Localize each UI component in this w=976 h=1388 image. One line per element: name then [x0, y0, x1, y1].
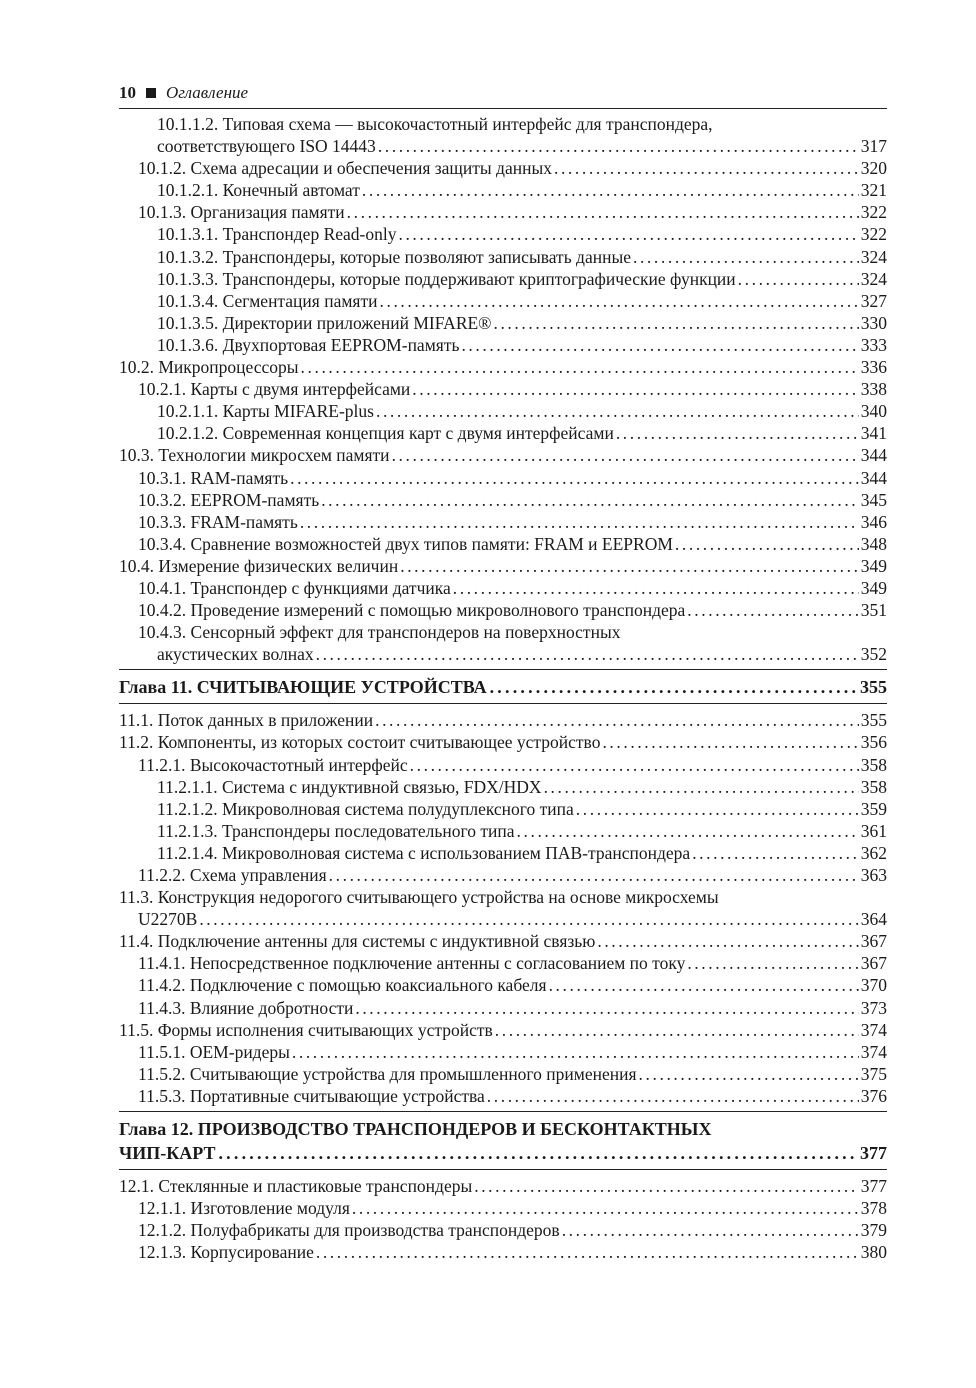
toc-entry[interactable]: U2270B ..... 364 — [119, 908, 887, 930]
toc-section-11 — [119, 709, 887, 886]
toc-entry-title: 10.1.2.1. Конечный автомат — [157, 180, 360, 201]
toc-list — [119, 113, 887, 1263]
dot-leader — [597, 930, 858, 952]
dot-leader — [549, 974, 859, 996]
divider — [119, 1111, 887, 1112]
toc-entry[interactable] — [119, 599, 887, 621]
toc-entry[interactable] — [119, 577, 887, 599]
toc-entry-page: 370 — [860, 975, 887, 996]
toc-entry-page: 375 — [860, 1063, 887, 1084]
toc-entry-title: 10.1.3.1. Транспондер Read-only — [157, 224, 397, 245]
toc-entry[interactable] — [119, 1241, 887, 1263]
toc-entry-title: 11.5.3. Портативные считывающие устройства — [138, 1085, 485, 1106]
toc-entry[interactable] — [119, 776, 887, 798]
divider — [119, 1169, 887, 1170]
toc-entry-title: 11.2. Компоненты, из которых состоит считывающее устройство — [119, 732, 601, 753]
toc-entry-page: 321 — [860, 180, 887, 201]
toc-entry-page: 344 — [860, 445, 887, 466]
dot-leader — [355, 997, 858, 1019]
toc-entry[interactable] — [119, 842, 887, 864]
toc-entry-title: 11.5.1. OEM-ридеры — [138, 1041, 290, 1062]
toc-entry-title: 10.4.1. Транспондер с функциями датчика — [138, 577, 451, 598]
chapter-heading-12-line1[interactable]: Глава 12. ПРОИЗВОДСТВО ТРАНСПОНДЕРОВ И БЕСКОНТАКТНЫХ — [119, 1119, 712, 1140]
toc-entry-page: 361 — [860, 820, 887, 841]
toc-entry[interactable] — [119, 290, 887, 312]
toc-entry-title: 10.3.2. EEPROM-память — [138, 489, 320, 510]
dot-leader — [562, 1219, 859, 1241]
toc-entry-page: 344 — [860, 467, 887, 488]
dot-leader — [495, 1019, 859, 1041]
toc-entry[interactable] — [119, 754, 887, 776]
toc-entry-page: 363 — [860, 865, 887, 885]
toc-entry[interactable] — [119, 246, 887, 268]
toc-entry-title: 10.1.2. Схема адресации и обеспечения защиты данных — [138, 158, 552, 179]
toc-entry-page: 358 — [860, 776, 887, 797]
toc-entry[interactable] — [119, 820, 887, 842]
toc-entry-page: 341 — [860, 423, 887, 444]
toc-entry-title: 10.1.3.6. Двухпортовая EEPROM-память — [157, 334, 460, 355]
dot-leader — [474, 1175, 859, 1197]
toc-entry-page: 322 — [860, 224, 887, 245]
toc-entry-page: 377 — [860, 1176, 887, 1197]
toc-entry-title: 10.1.3. Организация памяти — [138, 202, 345, 223]
toc-entry[interactable] — [119, 997, 887, 1019]
toc-entry-page: 348 — [860, 533, 887, 554]
toc-section-11-cont — [119, 930, 887, 1107]
toc-entry-title: 12.1.1. Изготовление модуля — [138, 1198, 350, 1219]
toc-entry-page: 359 — [860, 798, 887, 819]
toc-entry[interactable] — [119, 930, 887, 952]
toc-entry[interactable] — [119, 223, 887, 245]
toc-entry-title: 10.3.3. FRAM-память — [138, 511, 298, 532]
toc-entry[interactable] — [119, 268, 887, 290]
toc-entry-page: 333 — [860, 334, 887, 355]
toc-entry[interactable] — [119, 511, 887, 533]
toc-entry-page: 374 — [860, 1019, 887, 1040]
dot-leader — [316, 1241, 859, 1263]
dot-leader — [347, 201, 859, 223]
page-number: 10 — [119, 83, 136, 102]
toc-entry[interactable] — [119, 422, 887, 444]
toc-entry[interactable] — [119, 1219, 887, 1241]
toc-entry-title: 10.3.4. Сравнение возможностей двух типов памяти: FRAM и EEPROM — [138, 533, 673, 554]
dot-leader — [687, 599, 858, 621]
toc-entry-wrapped-first[interactable]: 11.3. Конструкция недорогого считывающего устройства на основе микросхемы — [119, 887, 719, 908]
dot-leader — [376, 400, 859, 422]
toc-entry-page: 346 — [860, 511, 887, 532]
toc-entry-title: 10.3. Технологии микросхем памяти — [119, 445, 390, 466]
dot-leader — [362, 179, 859, 201]
dot-leader — [412, 378, 858, 400]
toc-page — [119, 78, 887, 1263]
toc-entry-title: 10.1.3.3. Транспондеры, которые поддерживают криптографические функции — [157, 268, 736, 289]
toc-entry-page: 351 — [860, 600, 887, 621]
dot-leader — [639, 1063, 859, 1085]
dot-leader — [316, 643, 859, 665]
dot-leader — [375, 709, 859, 731]
dot-leader — [602, 731, 858, 753]
divider — [119, 669, 887, 670]
toc-entry[interactable] — [119, 1041, 887, 1063]
toc-entry[interactable] — [119, 201, 887, 223]
page-header — [119, 78, 887, 109]
toc-entry-title: 11.5. Формы исполнения считывающих устройств — [119, 1019, 493, 1040]
toc-entry[interactable] — [119, 709, 887, 731]
toc-entry-page: 356 — [860, 732, 887, 753]
toc-entry-title: 11.1. Поток данных в приложении — [119, 710, 374, 731]
toc-entry-page: 324 — [860, 268, 887, 289]
toc-entry-page: 330 — [860, 312, 887, 333]
toc-entry-page: 327 — [860, 290, 887, 311]
toc-entry-page: 349 — [860, 577, 887, 598]
toc-entry[interactable] — [119, 489, 887, 511]
toc-entry-title: 12.1. Стеклянные и пластиковые транспондеры — [119, 1176, 473, 1197]
toc-entry-page: 324 — [860, 246, 887, 267]
toc-entry-page: 362 — [860, 842, 887, 863]
toc-entry-page: 322 — [860, 202, 887, 223]
toc-entry-page: 355 — [860, 710, 887, 731]
dot-leader — [490, 675, 857, 699]
dot-leader — [616, 422, 859, 444]
dot-leader — [378, 135, 859, 157]
toc-entry[interactable]: акустических волнах ..... 352 — [119, 643, 887, 665]
toc-entry-title: 11.5.2. Считывающие устройства для промышленного применения — [138, 1063, 637, 1084]
toc-entry[interactable]: соответствующего ISO 14443 ..... 317 — [119, 135, 887, 157]
dot-leader — [321, 489, 859, 511]
toc-entry-title: 11.2.2. Схема управления — [138, 865, 327, 885]
toc-entry-page: 376 — [860, 1085, 887, 1106]
dot-leader — [554, 157, 859, 179]
toc-entry-page: 345 — [860, 489, 887, 510]
toc-entry[interactable] — [119, 467, 887, 489]
dot-leader — [199, 908, 858, 930]
dot-leader — [290, 467, 859, 489]
toc-entry-title: 11.2.1.1. Система с индуктивной связью, FDX/HDX — [157, 776, 542, 797]
dot-leader — [517, 820, 859, 842]
toc-entry[interactable] — [119, 1085, 887, 1107]
toc-entry-page: 349 — [860, 555, 887, 576]
running-title: Оглавление — [166, 83, 249, 102]
dot-leader — [329, 864, 859, 886]
toc-entry-title: 11.2.1.2. Микроволновая система полудуплексного типа — [157, 798, 574, 819]
toc-entry-title: 11.4.1. Непосредственное подключение антенны с согласованием по току — [138, 953, 686, 974]
toc-entry[interactable] — [119, 157, 887, 179]
toc-entry[interactable] — [119, 312, 887, 334]
toc-entry-title: 10.2.1.2. Современная концепция карт с двумя интерфейсами — [157, 423, 614, 444]
toc-entry-title: 10.2.1. Карты с двумя интерфейсами — [138, 379, 411, 400]
toc-entry-title: 11.2.1. Высокочастотный интерфейс — [138, 754, 408, 775]
dot-leader — [380, 290, 859, 312]
toc-entry-page: 367 — [860, 953, 887, 974]
toc-entry-title: 11.2.1.4. Микроволновая система с использованием ПАВ-транспондера — [157, 842, 691, 863]
dot-leader — [453, 577, 859, 599]
toc-entry-page: 373 — [860, 997, 887, 1018]
square-bullet-icon — [146, 88, 156, 98]
toc-entry[interactable] — [119, 356, 887, 378]
toc-entry-title: 10.1.3.4. Сегментация памяти — [157, 290, 378, 311]
toc-entry-page: 336 — [860, 357, 887, 378]
toc-entry-title: 11.4.3. Влияние добротности — [138, 997, 354, 1018]
toc-entry-wrapped-first[interactable]: 10.4.3. Сенсорный эффект для транспондеров на поверхностных — [138, 622, 621, 643]
toc-entry-page: 374 — [860, 1041, 887, 1062]
toc-entry[interactable] — [119, 444, 887, 466]
dot-leader — [301, 356, 859, 378]
dot-leader — [687, 952, 858, 974]
toc-entry[interactable] — [119, 533, 887, 555]
toc-entry-title: 10.3.1. RAM-память — [138, 467, 289, 488]
toc-entry[interactable] — [119, 179, 887, 201]
toc-entry-title: 10.1.3.5. Директории приложений MIFARE® — [157, 312, 492, 333]
toc-entry-page: 340 — [860, 401, 887, 422]
toc-entry-title: 12.1.2. Полуфабрикаты для производства транспондеров — [138, 1220, 560, 1241]
dot-leader — [576, 798, 859, 820]
dot-leader — [400, 555, 859, 577]
divider — [119, 703, 887, 704]
toc-entry[interactable] — [119, 400, 887, 422]
toc-entry[interactable] — [119, 864, 887, 886]
toc-entry-page: 380 — [860, 1242, 887, 1263]
toc-entry[interactable] — [119, 1063, 887, 1085]
dot-leader — [218, 1141, 857, 1165]
dot-leader — [352, 1197, 859, 1219]
dot-leader — [738, 268, 859, 290]
toc-entry[interactable] — [119, 1019, 887, 1041]
toc-entry[interactable] — [119, 798, 887, 820]
toc-entry[interactable] — [119, 1175, 887, 1197]
dot-leader — [398, 223, 858, 245]
toc-entry-title: 11.4. Подключение антенны для системы с индуктивной связью — [119, 931, 596, 952]
toc-entry-title: 11.4.2. Подключение с помощью коаксиального кабеля — [138, 975, 547, 996]
dot-leader — [633, 246, 859, 268]
toc-entry-page: 379 — [860, 1220, 887, 1241]
dot-leader — [410, 754, 859, 776]
toc-entry-title: 11.2.1.3. Транспондеры последовательного типа — [157, 820, 515, 841]
toc-entry-page: 320 — [860, 158, 887, 179]
chapter-heading-11[interactable]: Глава 11. СЧИТЫВАЮЩИЕ УСТРОЙСТВА ..... 355 — [119, 675, 887, 699]
toc-section-10 — [119, 157, 887, 621]
toc-section-12 — [119, 1175, 887, 1263]
toc-entry-page: 378 — [860, 1198, 887, 1219]
toc-entry[interactable] — [119, 952, 887, 974]
toc-entry-title: 10.4. Измерение физических величин — [119, 555, 399, 576]
dot-leader — [461, 334, 858, 356]
toc-entry-page: 367 — [860, 931, 887, 952]
dot-leader — [692, 842, 859, 864]
dot-leader — [392, 444, 859, 466]
toc-entry-title: 10.4.2. Проведение измерений с помощью микроволнового транспондера — [138, 600, 686, 621]
toc-entry[interactable] — [119, 974, 887, 996]
toc-entry-title: 10.2.1.1. Карты MIFARE-plus — [157, 401, 374, 422]
toc-entry-title: 10.1.3.2. Транспондеры, которые позволяют записывать данные — [157, 246, 631, 267]
chapter-heading-12[interactable]: ЧИП-КАРТ ..... 377 — [119, 1141, 887, 1165]
dot-leader — [292, 1041, 859, 1063]
toc-entry[interactable] — [119, 1197, 887, 1219]
toc-entry-page: 358 — [860, 754, 887, 775]
dot-leader — [493, 312, 858, 334]
dot-leader — [300, 511, 859, 533]
toc-entry-page: 338 — [860, 379, 887, 400]
dot-leader — [675, 533, 859, 555]
dot-leader — [544, 776, 859, 798]
toc-entry[interactable] — [119, 731, 887, 753]
toc-entry-wrapped-first[interactable]: 10.1.1.2. Типовая схема — высокочастотный интерфейс для транспондера, — [157, 114, 713, 134]
toc-entry[interactable] — [119, 555, 887, 577]
dot-leader — [487, 1085, 859, 1107]
toc-entry[interactable] — [119, 334, 887, 356]
toc-entry-title: 10.2. Микропроцессоры — [119, 357, 299, 378]
toc-entry-title: 12.1.3. Корпусирование — [138, 1242, 314, 1263]
toc-entry[interactable] — [119, 378, 887, 400]
